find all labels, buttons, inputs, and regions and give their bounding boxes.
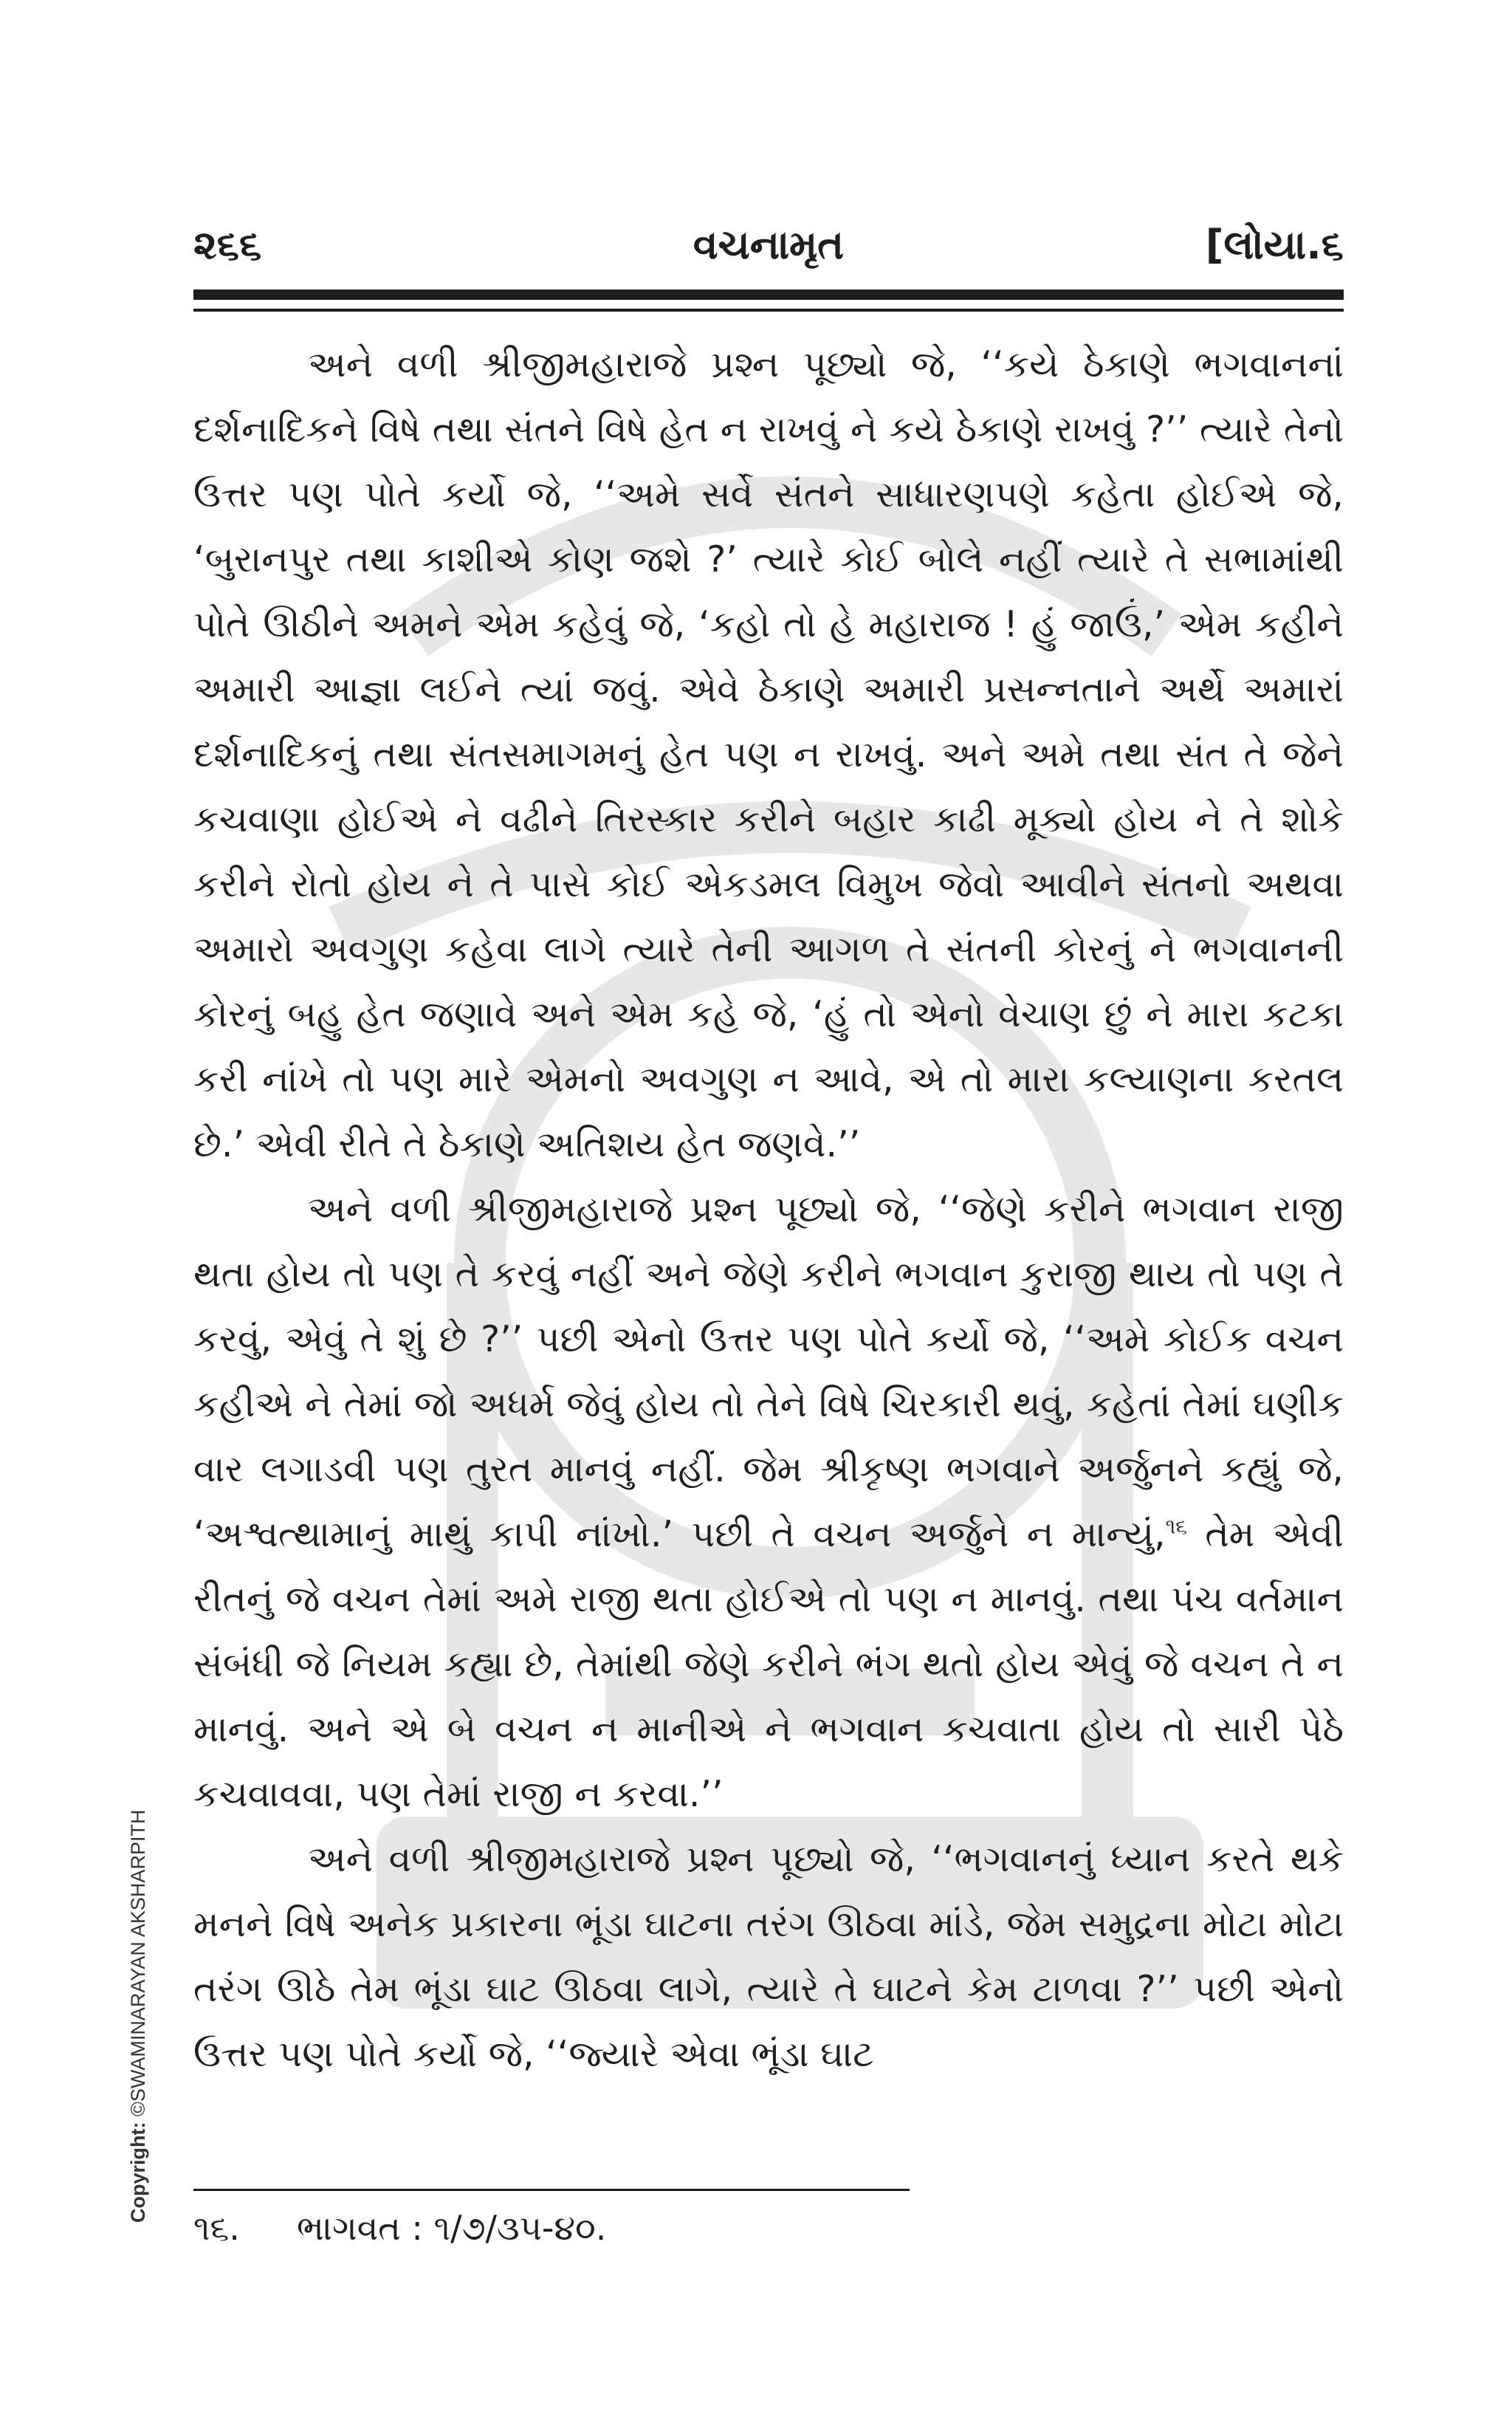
body-text (193, 332, 1344, 2087)
footnote-number: ૧૬. (193, 2208, 240, 2248)
running-title: વચનામૃત (693, 222, 845, 268)
copyright-text: ©SWAMINARAYAN AKSHARPITH (127, 1809, 149, 2122)
copyright-notice (127, 1810, 150, 2223)
header-rule-thin (193, 309, 1344, 312)
section-reference: [લોયા.૬ (1205, 222, 1344, 268)
paragraph-2-continued: તેમ એવી રીતનું જે વચન તેમાં અમે રાજી થતા હોઈએ તો પણ ન માનવું. તથા પંચ વર્તમાન સંબંધી જે નિયમ કહ્યા છે, તેમાંથી જેણે કરીને ભંગ થતો હોય એવું જે વચન તે ન માનવું. અને એ બે વચન ન માનીએ ને ભગવાન કચવાતા હોય તો સારી પેઠે કચવાવવા, પણ તેમાં રાજી ન કરવા.’’ (193, 1513, 1344, 1815)
footnote-text: ભાગવત : ૧/૭/૩૫-૪૦. (297, 2208, 607, 2248)
paragraph-1: અને વળી શ્રીજીમહારાજે પ્રશ્ન પૂછ્યો જે, ‘‘કયે ઠેકાણે ભગવાનનાં દર્શનાદિકને વિષે તથા સંતને વિષે હેત ન રાખવું ને કયે ઠેકાણે રાખવું ?’’ ત્યારે તેનો ઉત્તર પણ પોતે કર્યો જે, ‘‘અમે સર્વે સંતને સાધારણપણે કહેતા હોઈએ જે, ‘બુરાનપુર તથા કાશીએ કોણ જશે ?’ ત્યારે કોઈ બોલે નહીં ત્યારે તે સભામાંથી પોતે ઊઠીને અમને એમ કહેવું જે, ‘કહો તો હે મહારાજ ! હું જાઉં,’ એમ કહીને અમારી આજ્ઞા લઈને ત્યાં જવું. એવે ઠેકાણે અમારી પ્રસન્નતાને અર્થે અમારાં દર્શનાદિકનું તથા સંતસમાગમનું હેત પણ ન રાખવું. અને અમે તથા સંત તે જેને કચવાણા હોઈએ ને વઢીને તિરસ્કાર કરીને બહાર કાઢી મૂક્યો હોય ને તે શોકે કરીને રોતો હોય ને તે પાસે કોઈ એકડમલ વિમુખ જેવો આવીને સંતનો અથવા અમારો અવગુણ કહેવા લાગે ત્યારે તેની આગળ તે સંતની કોરનું ને ભગવાનની કોરનું બહુ હેત જણાવે અને એમ કહે જે, ‘હું તો એનો વેચાણ છું ને મારા કટકા કરી નાંખે તો પણ મારે એમનો અવગુણ ન આવે, એ તો મારા કલ્યાણના કરતલ છે.’ એવી રીતે તે ઠેકાણે અતિશય હેત જણવે.’’ (193, 343, 1344, 1165)
paragraph-3: અને વળી શ્રીજીમહારાજે પ્રશ્ન પૂછ્યો જે, ‘‘ભગવાનનું ધ્યાન કરતે થકે મનને વિષે અનેક પ્રકારના ભૂંડા ઘાટના તરંગ ઊઠવા માંડે, જેમ સમુદ્રના મોટા મોટા તરંગ ઊઠે તેમ ભૂંડા ઘાટ ઊઠવા લાગે, ત્યારે તે ઘાટને કેમ ટાળવા ?’’ પછી એનો ઉત્તર પણ પોતે કર્યો જે, ‘‘જ્યારે એવા ભૂંડા ઘાટ (193, 1838, 1344, 2075)
footnote-reference: ૧૬ (1165, 1514, 1187, 1539)
paragraph-2-text: અને વળી શ્રીજીમહારાજે પ્રશ્ન પૂછ્યો જે, ‘‘જેણે કરીને ભગવાન રાજી થતા હોય તો પણ તે કરવું નહીં અને જેણે કરીને ભગવાન કુરાજી થાય તો પણ તે કરવું, એવું તે શું છે ?’’ પછી એનો ઉત્તર પણ પોતે કર્યો જે, ‘‘અમે કોઈક વચન કહીએ ને તેમાં જો અધર્મ જેવું હોય તો તેને વિષે ચિરકારી થવું, કહેતાં તેમાં ઘણીક વાર લગાડવી પણ તુરત માનવું નહીં. જેમ શ્રીકૃષ્ણ ભગવાને અર્જુનને કહ્યું જે, ‘અશ્વત્થામાનું માથું કાપી નાંખો.’ પછી તે વચન અર્જુને ન માન્યું, (193, 1188, 1344, 1555)
page-header (193, 222, 1344, 281)
footnote (193, 2208, 606, 2249)
page-number: ૨૬૬ (193, 222, 262, 268)
footnote-separator (193, 2189, 910, 2191)
copyright-label: Copyright: (127, 2122, 149, 2223)
header-rule-thick (193, 289, 1344, 300)
paragraph-2 (193, 1177, 1344, 1827)
